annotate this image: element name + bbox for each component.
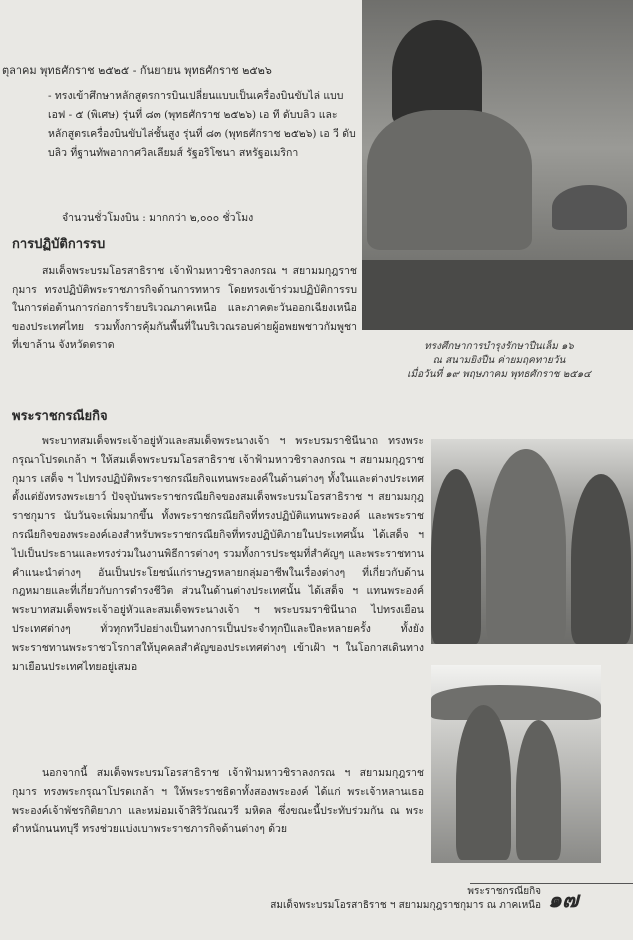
flight-hours: จำนวนชั่วโมงบิน : มากกว่า ๒,๐๐๐ ชั่วโมง [62, 212, 254, 224]
footer-line-1: พระราชกรณียกิจ [467, 886, 541, 897]
photo-pilots [431, 665, 601, 863]
photo-cap [552, 185, 627, 230]
photo-officer-left [431, 469, 481, 644]
caption-line-1: ทรงศึกษาการบำรุงรักษาปืนเล็ม ๑๖ [424, 341, 574, 352]
heading-combat: การปฏิบัติการรบ [12, 237, 106, 252]
photo-officers [431, 439, 633, 644]
caption-line-2: ณ สนามยิงปืน ค่ายมฤคทายวัน [432, 355, 566, 366]
photo-officer-right [571, 474, 631, 644]
paragraph-duties-2: นอกจากนี้ สมเด็จพระบรมโอรสาธิราช เจ้าฟ้ามหาวชิราลงกรณ ฯ สยามมกุฎราชกุมาร ทรงพระกรุณาโปรดเกล้า ฯ ให้พระราชธิดาทั้งสองพระองค์ ได้แก่ พระเจ้าหลานเธอ พระองค์เจ้าพัชรกิติยาภา และหม่อมเจ้าสิริวัณณวรี มหิดล ซึ่งขณะนี้ประทับร่วมกัน ณ พระตำหนักนนทบุรี ทรงช่วยแบ่งเบาพระราชภารกิจด้านต่างๆ ด้วย [12, 767, 424, 836]
photo-pilot-2 [516, 720, 561, 860]
photo-officer-center [486, 449, 566, 644]
photo-figure-body [367, 110, 532, 250]
paragraph-combat: สมเด็จพระบรมโอรสาธิราช เจ้าฟ้ามหาวชิราลงกรณ ฯ สยามมกุฎราชกุมาร ทรงปฏิบัติพระราชภารกิจด้านการทหาร โดยทรงเข้าร่วมปฏิบัติการรบในการต่อต้านการก่อการร้ายบริเวณภาคเหนือ และภาคตะวันออกเฉียงเหนือของประเทศไทย รวมทั้งการคุ้มกันพื้นที่ในบริเวณรอบค่ายผู้อพยพชาวกัมพูชาที่เขาล้าน จังหวัดตราด [12, 265, 357, 351]
photo-table [362, 260, 633, 330]
caption-line-3: เมื่อวันที่ ๑๙ พฤษภาคม พุทธศักราช ๒๕๑๔ [407, 369, 591, 380]
photo-caption [370, 340, 628, 382]
date-range: ตุลาคม พุทธศักราช ๒๕๒๕ - กันยายน พุทธศักราช ๒๕๒๖ [2, 64, 272, 77]
photo-rifle-maintenance [362, 0, 633, 330]
course-bullet: - ทรงเข้าศึกษาหลักสูตรการบินเปลี่ยนแบบเป็นเครื่องบินขับไล่ แบบ เอฟ - ๕ (พิเศษ) รุ่นที่ ๘๓ (พุทธศักราช ๒๕๒๖) เอ ที ดับบลิว และหลักสูตรเครื่องบินขับไล่ชั้นสูง รุ่นที่ ๘๓ (พุทธศักราช ๒๕๒๖) เอ วี ดับบลิว ที่ฐานทัพอากาศวิลเลียมส์ รัฐอริโซนา สหรัฐอเมริกา [48, 90, 356, 159]
paragraph-duties-1: พระบาทสมเด็จพระเจ้าอยู่หัวและสมเด็จพระนางเจ้า ฯ พระบรมราชินีนาถ ทรงพระกรุณาโปรดเกล้า ฯ ให้สมเด็จพระบรมโอรสาธิราช เจ้าฟ้ามหาวชิราลงกรณ ฯ สยามมกุฎราชกุมาร เสด็จ ฯ ไปทรงปฏิบัติพระราชกรณียกิจแทนพระองค์ในด้านต่างๆ ทั้งในและต่างประเทศตั้งแต่ยังทรงพระเยาว์ ปัจจุบันพระราชกรณียกิจของสมเด็จพระบรมโอรสาธิราช ฯ สยามมกุฎราชกุมาร นับวันจะเพิ่มมากขึ้น ทั้งพระราชกรณียกิจที่ทรงปฏิบัติแทนพระองค์ และพระราชกรณียกิจของพระองค์เองสำหรับพระราชกรณียกิจที่ทรงปฏิบัติภายในประเทศนั้น ได้เสด็จ ฯ ไปเป็นประธานและทรงร่วมในงานพิธีการต่างๆ รวมทั้งการประชุมที่สำคัญๆ และพระราชทานคำแนะนำต่างๆ อันเป็นประโยชน์แก่ราษฎรหลายกลุ่มอาชีพในเรื่องต่างๆ ที่เกี่ยวกับด้านกฎหมายและที่เกี่ยวกับการดำรงชีวิต ส่วนในด้านต่างประเทศนั้น ได้เสด็จ ฯ แทนพระองค์พระบาทสมเด็จพระเจ้าอยู่หัวและสมเด็จพระนางเจ้า ฯ พระบรมราชินีนาถ ไปทรงเยือนประเทศต่างๆ ทั่วทุกทวีปอย่างเป็นทางการเป็นประจำทุกปีและปีละหลายครั้ง ทั้งยังพระราชทานพระราชวโรกาสให้บุคคลสำคัญของประเทศต่างๆ เข้าเฝ้า ฯ ในโอกาสเดินทางมาเยือนประเทศไทยอยู่เสมอ [12, 435, 424, 673]
photo-jet [431, 685, 601, 720]
footer-line-2: สมเด็จพระบรมโอรสาธิราช ฯ สยามมกุฎราชกุมาร ณ ภาคเหนือ [270, 900, 541, 911]
page-number: ๑๗ [548, 887, 579, 913]
heading-duties: พระราชกรณียกิจ [12, 409, 108, 424]
photo-pilot-1 [456, 705, 511, 860]
running-footer [258, 885, 541, 913]
